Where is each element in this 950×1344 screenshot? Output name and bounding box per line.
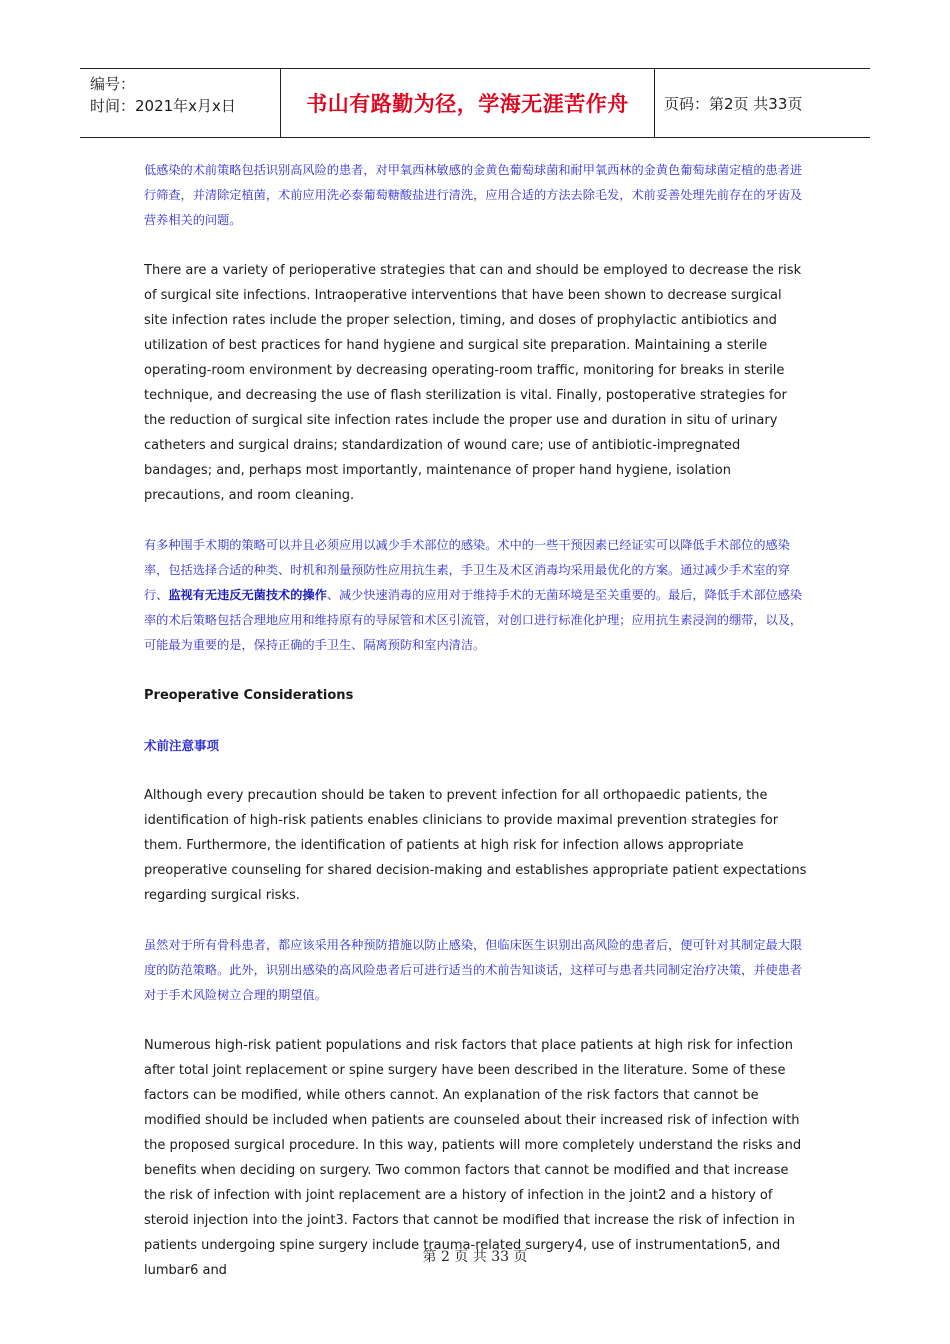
header-motto: 书山有路勤为径，学海无涯苦作舟 [306, 91, 629, 116]
section-heading-zh: 术前注意事项 [144, 738, 220, 753]
header-meta-cell [80, 69, 281, 137]
paragraph-zh-2-emphasis: 监视有无违反无菌技术的操作 [168, 588, 327, 602]
document-number-label: 编号： [90, 75, 136, 93]
page-footer: 第 2 页 共 33 页 [422, 1249, 528, 1265]
paragraph-en-1: There are a variety of perioperative strategies that can and should be employed to decrease the risk of surgical site infections. Intraoperative interventions that have been shown to decrease surgical site infection rates include the proper selection, timing, and doses of prophylactic antibiotics and utilization of best practices for hand hygiene and surgical site preparation. Maintaining a sterile operating-room environment by decreasing operating-room traffic, monitoring for breaks in sterile technique, and decreasing the use of flash sterilization is vital. Finally, postoperative strategies for the reduction of surgical site infection rates include the proper use and duration in situ of urinary catheters and surgical drains; standardization of wound care; use of antibiotic-impregnated bandages; and, perhaps most importantly, maintenance of proper hand hygiene, isolation precautions, and room cleaning. [144, 263, 802, 503]
paragraph-zh-2 [144, 533, 808, 658]
document-date-label: 时间：2021年x月x日 [90, 97, 236, 115]
paragraph-en-3: Numerous high-risk patient populations and risk factors that place patients at high risk for infection after total joint replacement or spine surgery have been described in the literature. Some of these factors can be modified, while others cannot. An explanation of the risk factors that cannot be modified should be included when patients are counseled about their increased risk of infection with the proposed surgical procedure. In this way, patients will more completely understand the risks and benefits when deciding on surgery. Two common factors that cannot be modified and that increase the risk of infection with joint replacement are a history of infection in the joint2 and a history of steroid injection into the joint3. Factors that cannot be modified that increase the risk of infection in patients undergoing spine surgery include trauma-related surgery4, use of instrumentation5, and lumbar6 and [144, 1038, 802, 1278]
document-body [144, 158, 808, 1308]
paragraph-zh-2-part-a: 有多种围手术期的策略可以并且必须应用以减少手术部位的感染。术中的一些干预因素已经证实可以降低手术部位的感染率，包括选择合适的种类、时机和剂量预防性应用抗生素，手卫生及术区消毒均采用最优化的方案。通过减少手术室的穿行、 [144, 538, 790, 602]
header-motto-cell [281, 69, 655, 137]
header-page-info: 页码：第2页 共33页 [664, 94, 803, 113]
paragraph-en-2: Although every precaution should be taken to prevent infection for all orthopaedic patients, the identification of high-risk patients enables clinicians to provide maximal prevention strategies for them. Furthermore, the identification of patients at high risk for infection allows appropriate preoperative counseling for shared decision-making and establishes appropriate patient expectations regarding surgical risks. [144, 788, 807, 903]
section-heading-en: Preoperative Considerations [144, 688, 354, 703]
paragraph-zh-1: 低感染的术前策略包括识别高风险的患者，对甲氧西林敏感的金黄色葡萄球菌和耐甲氧西林的金黄色葡萄球菌定植的患者进行筛查，并清除定植菌，术前应用洗必泰葡萄糖酸盐进行清洗，应用合适的方法去除毛发，术前妥善处理先前存在的牙齿及营养相关的问题。 [144, 163, 803, 227]
paragraph-zh-2-part-b: 、减少快速消毒的应用对于维持手术的无菌环境是至关重要的。最后，降低手术部位感染率的术后策略包括合理地应用和维持原有的导尿管和术区引流管，对创口进行标准化护理；应用抗生素浸润的绷带，以及，可能最为重要的是，保持正确的手卫生、隔离预防和室内清洁。 [144, 588, 803, 652]
paragraph-zh-3: 虽然对于所有骨科患者，都应该采用各种预防措施以防止感染，但临床医生识别出高风险的患者后，便可针对其制定最大限度的防范策略。此外，识别出感染的高风险患者后可进行适当的术前告知谈话，这样可与患者共同制定治疗决策，并使患者对于手术风险树立合理的期望值。 [144, 938, 803, 1002]
header-page-cell [655, 69, 870, 137]
document-header [80, 68, 870, 138]
